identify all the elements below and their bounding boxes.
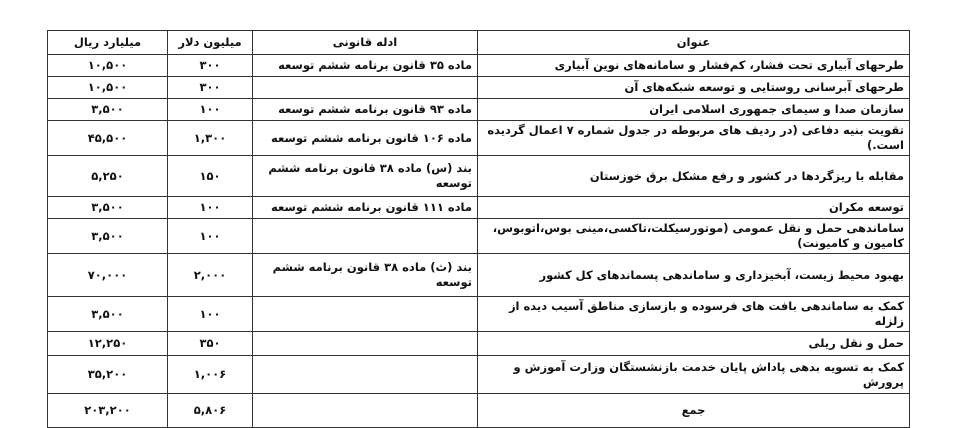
row-law [253, 332, 478, 356]
table-row [48, 99, 910, 121]
row-law [253, 297, 478, 332]
row-rial: ۳۵,۲۰۰ [48, 356, 168, 394]
row-title: توسعه مکران [478, 197, 910, 219]
row-rial: ۱۰,۵۰۰ [48, 77, 168, 99]
row-rial: ۱۰,۵۰۰ [48, 55, 168, 77]
table-row [48, 156, 910, 197]
table-row [48, 197, 910, 219]
row-law [253, 356, 478, 394]
row-rial: ۳,۵۰۰ [48, 297, 168, 332]
header-rial: میلیارد ریال [48, 31, 168, 55]
table-row [48, 356, 910, 394]
row-usd: ۱۰۰ [168, 99, 253, 121]
row-law: بند (س) ماده ۳۸ قانون برنامه ششم توسعه [253, 156, 478, 197]
table-row [48, 55, 910, 77]
row-usd: ۱,۰۰۶ [168, 356, 253, 394]
row-law: ماده ۱۱۱ قانون برنامه ششم توسعه [253, 197, 478, 219]
row-usd: ۱۰۰ [168, 197, 253, 219]
row-title: بهبود محیط زیست، آبخیزداری و ساماندهی پسماندهای کل کشور [478, 254, 910, 297]
row-law: ماده ۱۰۶ قانون برنامه ششم توسعه [253, 121, 478, 156]
row-usd: ۱۰۰ [168, 297, 253, 332]
row-law: بند (ث) ماده ۳۸ قانون برنامه ششم توسعه [253, 254, 478, 297]
row-usd: ۳۵۰ [168, 332, 253, 356]
total-rial: ۲۰۳,۲۰۰ [48, 394, 168, 428]
total-label: جمع [478, 394, 910, 428]
row-law: ماده ۹۳ قانون برنامه ششم توسعه [253, 99, 478, 121]
header-title: عنوان [478, 31, 910, 55]
row-rial: ۳,۵۰۰ [48, 197, 168, 219]
row-rial: ۷۰,۰۰۰ [48, 254, 168, 297]
row-title: ساماندهی حمل و نقل عمومی (موتورسیکلت،تاکسی،مینی بوس،اتوبوس، کامیون و کامیونت) [478, 219, 910, 254]
row-usd: ۳۰۰ [168, 77, 253, 99]
row-title: طرحهای آبرسانی روستایی و توسعه شبکه‌های آن [478, 77, 910, 99]
row-title: تقویت بنیه دفاعی (در ردیف های مربوطه در جدول شماره ۷ اعمال گردیده است.) [478, 121, 910, 156]
row-rial: ۳,۵۰۰ [48, 219, 168, 254]
row-title: سازمان صدا و سیمای جمهوری اسلامی ایران [478, 99, 910, 121]
row-usd: ۱۰۰ [168, 219, 253, 254]
header-usd: میلیون دلار [168, 31, 253, 55]
row-title: حمل و نقل ریلی [478, 332, 910, 356]
row-title: طرحهای آبیاری تحت فشار، کم‌فشار و سامانه‌های نوین آبیاری [478, 55, 910, 77]
total-usd: ۵,۸۰۶ [168, 394, 253, 428]
total-law [253, 394, 478, 428]
row-title: کمک به ساماندهی بافت های فرسوده و بازسازی مناطق آسیب دیده از زلزله [478, 297, 910, 332]
table-row [48, 254, 910, 297]
row-usd: ۳۰۰ [168, 55, 253, 77]
row-rial: ۵,۲۵۰ [48, 156, 168, 197]
header-row [48, 31, 910, 55]
row-rial: ۱۲,۲۵۰ [48, 332, 168, 356]
total-row [48, 394, 910, 428]
row-title: کمک به تسویه بدهی پاداش پایان خدمت بازنشستگان وزارت آموزش و پرورش [478, 356, 910, 394]
row-usd: ۱,۳۰۰ [168, 121, 253, 156]
budget-table [47, 30, 910, 428]
row-rial: ۳,۵۰۰ [48, 99, 168, 121]
row-usd: ۱۵۰ [168, 156, 253, 197]
row-usd: ۲,۰۰۰ [168, 254, 253, 297]
table-row [48, 121, 910, 156]
row-title: مقابله با ریزگردها در کشور و رفع مشکل برق خوزستان [478, 156, 910, 197]
table-row [48, 297, 910, 332]
table-row [48, 219, 910, 254]
row-law [253, 77, 478, 99]
table-row [48, 77, 910, 99]
row-law: ماده ۳۵ قانون برنامه ششم توسعه [253, 55, 478, 77]
table-row [48, 332, 910, 356]
row-law [253, 219, 478, 254]
row-rial: ۴۵,۵۰۰ [48, 121, 168, 156]
header-law: ادله قانونی [253, 31, 478, 55]
